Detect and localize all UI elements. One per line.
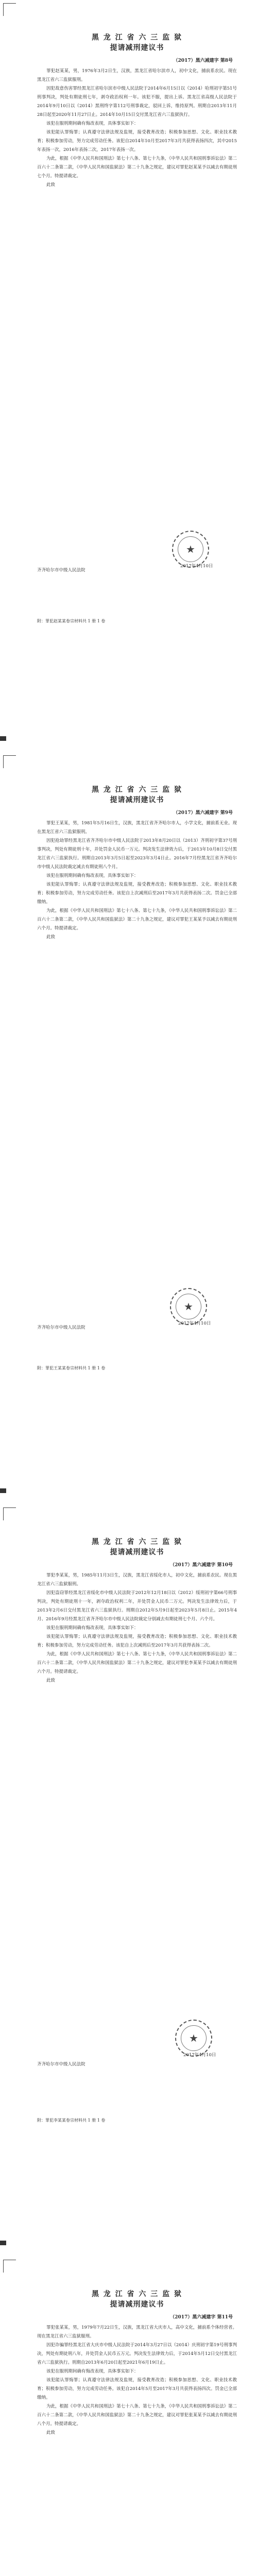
document-body <box>37 1571 237 1685</box>
document-number: （2017）黑六减建字 第9号 <box>173 810 233 816</box>
paragraph: 此致 <box>46 1678 56 1683</box>
paragraph: 该犯在服刑期间确有悔改表现，具体事实如下： <box>46 873 139 878</box>
paragraph: 为此，根据《中华人民共和国刑法》第七十八条、第七十九条，《中华人民共和国刑事诉讼法》第二百六十二条第二款，《中华人民共和国监狱法》第二十九条之规定，建议对罪犯李某某予以减去有期徒刑六个月。特提请裁定。 <box>37 1652 237 1674</box>
court-name: 黑 龙 江 省 六 三 监 狱 <box>91 33 183 42</box>
paragraph: 因犯抢劫罪经黑龙江省齐齐哈尔市中级人民法院于2013年8月20日以（2013）齐刑初字第37号刑事判决，判处有期徒刑十年，并处罚金人民币一万元。判决发生法律效力后，于2013年10月8日交付黑龙江省六三监狱执行。刑期自2013年3月5日起至2023年3月4日止。2016年7月经黑龙江省齐齐哈尔市中级人民法院裁定减去有期徒刑八个月。 <box>37 838 237 870</box>
issue-date: 2017年4月10日 <box>183 2053 216 2058</box>
document-number: （2017）黑六减建字 第10号 <box>170 1563 233 1568</box>
paragraph: 该犯能认罪悔罪；认真遵守法律法规及监规，接受教育改造；积极参加思想、文化、职业技术教育；积极参加劳动，努力完成劳动任务。该犯自2014年10月至2017年3月共获得表扬四次，其中2015年表扬一次，2016年表扬二次，2017年表扬一次。 <box>37 130 237 152</box>
paragraph: 该犯能认罪悔罪；认真遵守法律法规及监规，接受教育改造；积极参加思想、文化、职业技术教育；积极参加劳动，努力完成劳动任务。该犯自上次减刑后至2017年3月共获得表扬二次。罚金已全部缴纳。 <box>37 882 237 905</box>
paragraph: 罪犯王某某，男，1981年5月16日生，汉族，黑龙江省齐齐哈尔市人，小学文化，捕前系无业。现在黑龙江省六三监狱服刑。 <box>37 821 237 835</box>
document-number: （2017）黑六减建字 第11号 <box>170 2315 233 2320</box>
paragraph: 因犯故意伤害罪经黑龙江省哈尔滨市中级人民法院于2014年6月15日以（2014）哈刑初字第51号刑事判决，判处有期徒刑七年，剥夺政治权利一年。该犯不服，提出上诉。黑龙江省高级人民法院于2014年9月10日以（2014）黑刑终字第112号刑事裁定，驳回上诉，维持原判。刑期自2013年11月28日起至2020年11月27日止。2014年10月15日交付黑龙江省六三监狱执行。 <box>37 86 237 117</box>
document-title: 提请减刑建议书 <box>110 2300 164 2309</box>
addressee: 齐齐哈尔市中级人民法院 <box>37 568 85 573</box>
page-edge-mark <box>0 2241 6 2245</box>
paragraph: 为此，根据《中华人民共和国刑法》第七十八条、第七十九条，《中华人民共和国刑事诉讼法》第二百六十二条第二款，《中华人民共和国监狱法》第二十九条之规定，建议对罪犯王某某予以减去有期徒刑六个月。特提请裁定。 <box>37 908 237 931</box>
document-title: 提请减刑建议书 <box>110 1548 164 1556</box>
crop-mark <box>3 2260 16 2273</box>
issue-date: 2017年4月10日 <box>178 1321 211 1326</box>
document-page-3 <box>0 1504 274 2257</box>
paragraph: 因犯盗窃罪经黑龙江省绥化市中级人民法院于2012年12月18日以（2012）绥刑初字第66号刑事判决，判处有期徒刑十一年，剥夺政治权利二年，并处罚金人民币二万元。判决发生法律效力后，于2013年2月6日交付黑龙江省六三监狱执行。刑期自2012年5月9日起至2023年5月8日止。2015年4月、2016年9月经黑龙江省齐齐哈尔市中级人民法院裁定分别减去有期徒刑七个月、六个月。 <box>37 1590 237 1622</box>
addressee: 齐齐哈尔市中级人民法院 <box>37 1325 85 1330</box>
crop-mark <box>3 3 16 16</box>
paragraph: 该犯能认罪悔罪；认真遵守法律法规及监规，接受教育改造；积极参加思想、文化、职业技术教育；积极参加劳动，努力完成劳动任务。该犯自2014年5月至2017年3月共获得表扬四次。罚金已全部缴纳。 <box>37 2378 237 2400</box>
paragraph: 该犯能认罪悔罪；认真遵守法律法规及监规，接受教育改造；积极参加思想、文化、职业技术教育；积极参加劳动，努力完成劳动任务。该犯自上次减刑后至2017年3月共获得表扬二次。 <box>37 1634 237 1648</box>
document-body <box>37 67 237 190</box>
document-number: （2017）黑六减建字 第8号 <box>173 58 233 63</box>
document-body <box>37 2324 237 2437</box>
document-page-4 <box>0 2257 274 2576</box>
official-seal: ★ <box>172 531 209 568</box>
document-page-1 <box>0 0 274 752</box>
issue-date: 2017年4月10日 <box>180 564 213 569</box>
addressee: 齐齐哈尔市中级人民法院 <box>37 2062 85 2067</box>
paragraph: 该犯在服刑期间确有悔改表现，具体事实如下： <box>46 2369 139 2374</box>
attachment-note: 附：罪犯王某某卷宗材料共 1 册 1 卷 <box>37 1366 106 1370</box>
crop-mark <box>3 1507 16 1520</box>
page-edge-mark <box>0 736 6 741</box>
attachment-note: 附：罪犯赵某某卷宗材料共 1 册 1 卷 <box>37 619 106 623</box>
paragraph: 为此，根据《中华人民共和国刑法》第七十八条、第七十九条，《中华人民共和国刑事诉讼法》第二百六十二条第二款，《中华人民共和国监狱法》第二十九条之规定，建议对罪犯张某某予以减去有期徒刑八个月。特提请裁定。 <box>37 2404 237 2427</box>
paragraph: 此致 <box>46 935 56 940</box>
paragraph: 此致 <box>46 182 56 188</box>
crop-mark <box>3 755 16 768</box>
page-edge-mark <box>0 1488 6 1493</box>
paragraph: 罪犯李某某，男，1985年11月3日生，汉族，黑龙江省绥化市人，初中文化，捕前系农民。现在黑龙江省六三监狱服刑。 <box>37 1573 237 1587</box>
court-name: 黑 龙 江 省 六 三 监 狱 <box>91 1538 183 1546</box>
paragraph: 该犯在服刑期间确有悔改表现，具体事实如下： <box>46 121 139 126</box>
paragraph: 该犯在服刑期间确有悔改表现，具体事实如下： <box>46 1625 139 1631</box>
paragraph: 为此，根据《中华人民共和国刑法》第七十八条、第七十九条，《中华人民共和国刑事诉讼法》第二百六十二条第二款，《中华人民共和国监狱法》第二十九条之规定，建议对罪犯赵某某予以减去有期徒刑七个月。特提请裁定。 <box>37 156 237 179</box>
official-seal: ★ <box>170 1288 207 1325</box>
official-seal: ★ <box>175 2020 212 2057</box>
paragraph: 罪犯赵某某，男，1976年3月2日生，汉族，黑龙江省哈尔滨市人，初中文化，捕前系农民。现在黑龙江省六三监狱服刑。 <box>37 69 237 82</box>
attachment-note: 附：罪犯李某某卷宗材料共 1 册 1 卷 <box>37 2118 106 2123</box>
document-page-2 <box>0 752 274 1504</box>
document-title: 提请减刑建议书 <box>110 44 164 52</box>
paragraph: 罪犯张某某，男，1979年7月22日生，汉族，黑龙江省大庆市人，高中文化，捕前系个体经营者。现在黑龙江省六三监狱服刑。 <box>37 2325 237 2339</box>
paragraph: 此致 <box>46 2430 56 2435</box>
court-name: 黑 龙 江 省 六 三 监 狱 <box>91 786 183 794</box>
document-body <box>37 819 237 942</box>
paragraph: 因犯诈骗罪经黑龙江省大庆市中级人民法院于2014年3月27日以（2014）庆刑初字第19号刑事判决，判处有期徒刑八年，并处罚金人民币五万元。判决发生法律效力后，于2014年5月12日交付黑龙江省六三监狱执行。刑期自2013年6月20日起至2021年6月19日止。 <box>37 2343 237 2365</box>
court-name: 黑 龙 江 省 六 三 监 狱 <box>91 2290 183 2298</box>
document-title: 提请减刑建议书 <box>110 796 164 804</box>
